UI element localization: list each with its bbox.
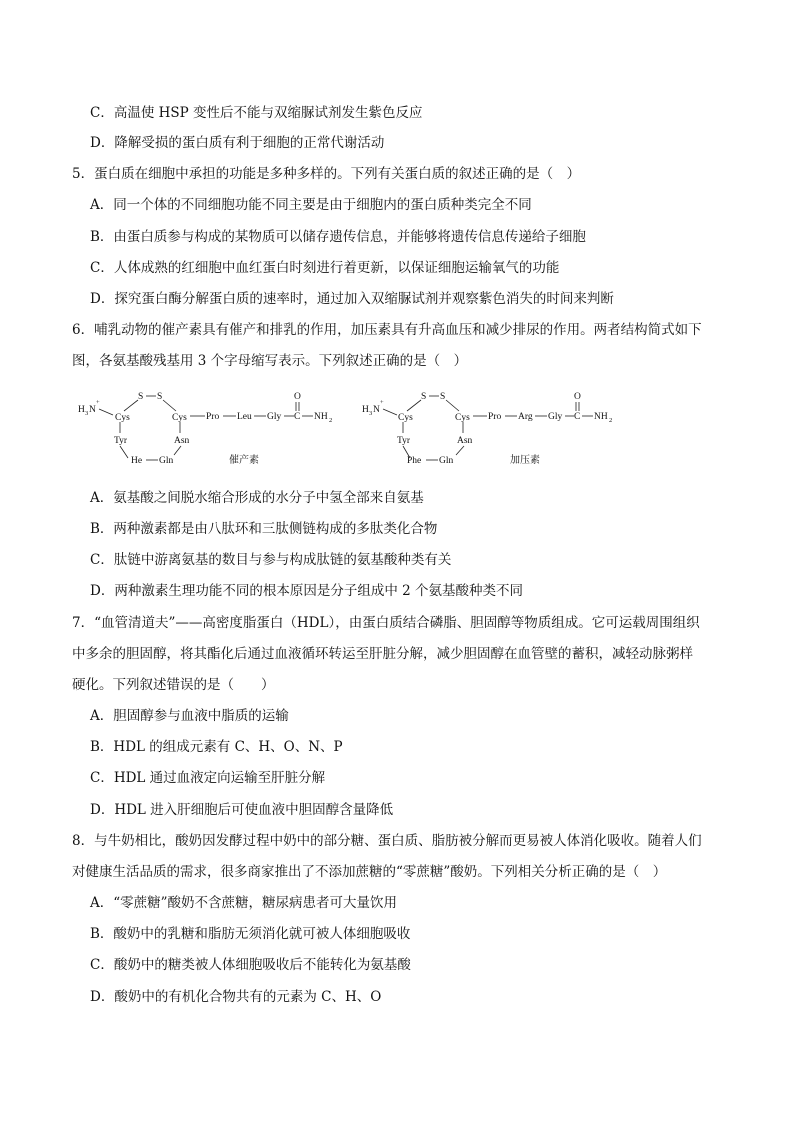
q5-option-d: D．探究蛋白酶分解蛋白质的速率时，通过加入双缩脲试剂并观察紫色消失的时间来判断	[90, 291, 614, 307]
oxy-c: C	[294, 412, 301, 422]
q7-option-b: B．HDL 的组成元素有 C、H、O、N、P	[90, 739, 343, 755]
q6-stem-line2: 图，各氨基酸残基用 3 个字母缩写表示。下列叙述正确的是（ ）	[72, 353, 468, 369]
vaso-caption: 加压素	[510, 455, 540, 466]
oxy-cys1: Cys	[115, 413, 130, 423]
q7-stem-line1: 7．“血管清道夫”——高密度脂蛋白（HDL），由蛋白质结合磷脂、胆固醇等物质组成。它可运载周围组织	[72, 615, 700, 631]
vaso-o: O	[574, 392, 581, 402]
oxy-nh3-sub: 3	[85, 410, 89, 417]
oxy-cys2: Cys	[172, 413, 187, 423]
q6-option-d: D．两种激素生理功能不同的根本原因是分子组成中 2 个氨基酸种类不同	[90, 583, 523, 599]
vaso-gly: Gly	[548, 412, 563, 422]
oxytocin-structure	[78, 392, 332, 466]
vaso-cys2: Cys	[455, 413, 470, 423]
oxy-o: O	[294, 392, 301, 402]
vaso-s1: S	[421, 392, 427, 402]
q5-option-c: C．人体成熟的红细胞中血红蛋白时刻进行着更新，以保证细胞运输氧气的功能	[90, 260, 560, 276]
vaso-gln: Gln	[439, 456, 454, 466]
oxy-tyr: Tyr	[114, 436, 128, 446]
oxy-s1: S	[138, 392, 144, 402]
oxy-caption: 催产素	[229, 455, 259, 466]
vaso-c: C	[574, 412, 581, 422]
q8-stem-line1: 8．与牛奶相比，酸奶因发酵过程中奶中的部分糖、蛋白质、脂肪被分解而更易被人体消化吸收。随着人们	[72, 833, 702, 849]
vaso-tyr: Tyr	[397, 436, 411, 446]
oxy-nh2: NH	[314, 412, 328, 422]
q7-option-c: C．HDL 通过血液定向运输至肝脏分解	[90, 770, 326, 786]
oxy-pro: Pro	[206, 412, 220, 422]
q7-option-d: D．HDL 进入肝细胞后可使血液中胆固醇含量降低	[90, 802, 394, 818]
q5-option-a: A．同一个体的不同细胞功能不同主要是由于细胞内的蛋白质种类完全不同	[90, 197, 532, 213]
vaso-nh3-h: H	[362, 405, 369, 415]
oxy-ile: He	[131, 456, 143, 466]
q7-stem-line2: 中多余的胆固醇，将其酯化后通过血液循环转运至肝脏分解，减少胆固醇在血管壁的蓄积，减轻动脉粥样	[72, 646, 693, 662]
peptide-structure-figure	[0, 388, 794, 474]
vaso-nh3-n: N	[373, 405, 380, 415]
vaso-phe: Phe	[407, 456, 422, 466]
q8-option-b: B．酸奶中的乳糖和脂肪无须消化就可被人体细胞吸收	[90, 926, 411, 942]
oxy-asn: Asn	[174, 436, 190, 446]
vaso-nh3-sub: 3	[369, 410, 373, 417]
q6-option-a: A．氨基酸之间脱水缩合形成的水分子中氢全部来自氨基	[90, 490, 424, 506]
oxy-nh3-n: N	[89, 405, 96, 415]
q6-stem-line1: 6．哺乳动物的催产素具有催产和排乳的作用，加压素具有升高血压和减少排尿的作用。两者结构简式如下	[72, 322, 702, 338]
oxy-nh3-h: H	[78, 405, 85, 415]
oxy-gly: Gly	[267, 412, 282, 422]
oxy-nh3-sup: +	[96, 399, 100, 406]
q8-option-a: A．“零蔗糖”酸奶不含蔗糖，糖尿病患者可大量饮用	[90, 895, 398, 911]
vaso-s2: S	[440, 392, 446, 402]
vaso-asn: Asn	[457, 436, 473, 446]
q8-option-c: C．酸奶中的糖类被人体细胞吸收后不能转化为氨基酸	[90, 957, 411, 973]
vaso-arg: Arg	[518, 412, 533, 422]
oxy-s2: S	[157, 392, 163, 402]
q6-option-b: B．两种激素都是由八肽环和三肽侧链构成的多肽类化合物	[90, 521, 438, 537]
q4-option-d: D．降解受损的蛋白质有利于细胞的正常代谢活动	[90, 135, 385, 151]
q5-option-b: B．由蛋白质参与构成的某物质可以储存遗传信息，并能够将遗传信息传递给子细胞	[90, 229, 586, 245]
oxy-leu: Leu	[237, 412, 252, 422]
vaso-nh3-sup: +	[380, 399, 384, 406]
oxy-gln: Gln	[159, 456, 174, 466]
q4-option-c: C．高温使 HSP 变性后不能与双缩脲试剂发生紫色反应	[90, 105, 423, 121]
q8-stem-line2: 对健康生活品质的需求，很多商家推出了不添加蔗糖的“零蔗糖”酸奶。下列相关分析正确的是（ ）	[72, 864, 667, 880]
q8-option-d: D．酸奶中的有机化合物共有的元素为 C、H、O	[90, 989, 382, 1005]
vaso-pro: Pro	[488, 412, 502, 422]
svg-text:2: 2	[329, 417, 333, 424]
q7-stem-line3: 硬化。下列叙述错误的是（ ）	[72, 677, 275, 693]
vaso-nh2: NH	[594, 412, 608, 422]
q6-option-c: C．肽链中游离氨基的数目与参与构成肽链的氨基酸种类有关	[90, 552, 452, 568]
vasopressin-structure	[362, 392, 612, 466]
vaso-cys1: Cys	[398, 413, 413, 423]
q7-option-a: A．胆固醇参与血液中脂质的运输	[90, 708, 289, 724]
q5-stem: 5．蛋白质在细胞中承担的功能是多种多样的。下列有关蛋白质的叙述正确的是（ ）	[72, 166, 581, 182]
svg-text:2: 2	[609, 417, 613, 424]
